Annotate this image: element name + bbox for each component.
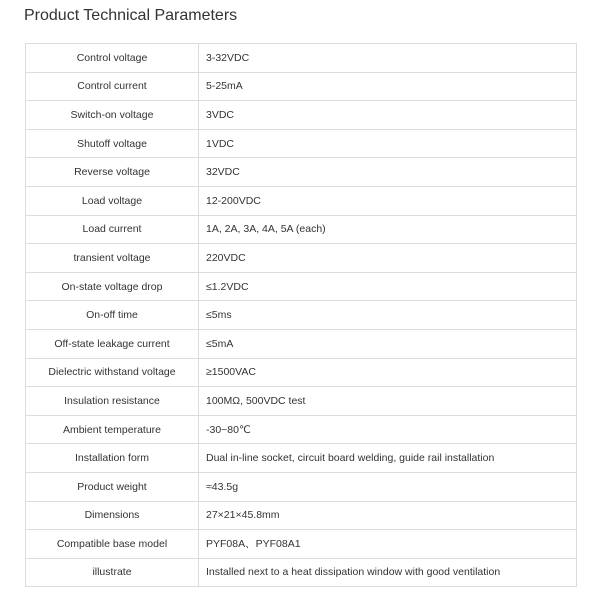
parameter-label: illustrate <box>26 558 199 587</box>
parameter-label: Compatible base model <box>26 530 199 559</box>
parameter-value: ≤5mA <box>199 329 577 358</box>
table-row <box>26 444 577 473</box>
parameter-value: 5-25mA <box>199 72 577 101</box>
parameter-label: Off-state leakage current <box>26 329 199 358</box>
parameter-value: PYF08A、PYF08A1 <box>199 530 577 559</box>
table-row <box>26 472 577 501</box>
table-row <box>26 501 577 530</box>
parameter-value: ≥1500VAC <box>199 358 577 387</box>
table-row <box>26 129 577 158</box>
table-row <box>26 558 577 587</box>
parameter-value: ≤1.2VDC <box>199 272 577 301</box>
parameter-label: Control voltage <box>26 44 199 73</box>
table-row <box>26 72 577 101</box>
parameter-value: Installed next to a heat dissipation window with good ventilation <box>199 558 577 587</box>
parameter-value: 3-32VDC <box>199 44 577 73</box>
parameter-label: On-off time <box>26 301 199 330</box>
table-row <box>26 358 577 387</box>
table-row <box>26 158 577 187</box>
parameter-label: Load current <box>26 215 199 244</box>
parameter-value: 100MΩ, 500VDC test <box>199 387 577 416</box>
table-row <box>26 186 577 215</box>
parameter-label: Control current <box>26 72 199 101</box>
parameter-value: 3VDC <box>199 101 577 130</box>
table-row <box>26 387 577 416</box>
parameter-value: 220VDC <box>199 244 577 273</box>
parameter-value: 32VDC <box>199 158 577 187</box>
parameter-label: Switch-on voltage <box>26 101 199 130</box>
parameter-value: ≈43.5g <box>199 472 577 501</box>
parameters-table <box>25 43 577 587</box>
table-row <box>26 329 577 358</box>
table-row <box>26 301 577 330</box>
parameter-label: Dielectric withstand voltage <box>26 358 199 387</box>
parameter-label: Shutoff voltage <box>26 129 199 158</box>
parameter-value: ≤5ms <box>199 301 577 330</box>
page-title: Product Technical Parameters <box>24 7 238 24</box>
parameter-value: 27×21×45.8mm <box>199 501 577 530</box>
table-row <box>26 44 577 73</box>
parameter-label: Dimensions <box>26 501 199 530</box>
parameter-label: Installation form <box>26 444 199 473</box>
parameter-label: transient voltage <box>26 244 199 273</box>
table-row <box>26 272 577 301</box>
table-row <box>26 244 577 273</box>
parameter-value: 1A, 2A, 3A, 4A, 5A (each) <box>199 215 577 244</box>
parameter-label: Ambient temperature <box>26 415 199 444</box>
parameter-label: Insulation resistance <box>26 387 199 416</box>
parameter-label: Reverse voltage <box>26 158 199 187</box>
parameter-value: -30~80℃ <box>199 415 577 444</box>
table-row <box>26 415 577 444</box>
table-row <box>26 215 577 244</box>
parameter-value: 12-200VDC <box>199 186 577 215</box>
parameter-value: 1VDC <box>199 129 577 158</box>
parameter-label: Product weight <box>26 472 199 501</box>
parameter-label: On-state voltage drop <box>26 272 199 301</box>
table-row <box>26 530 577 559</box>
parameter-value: Dual in-line socket, circuit board welding, guide rail installation <box>199 444 577 473</box>
parameter-label: Load voltage <box>26 186 199 215</box>
table-row <box>26 101 577 130</box>
